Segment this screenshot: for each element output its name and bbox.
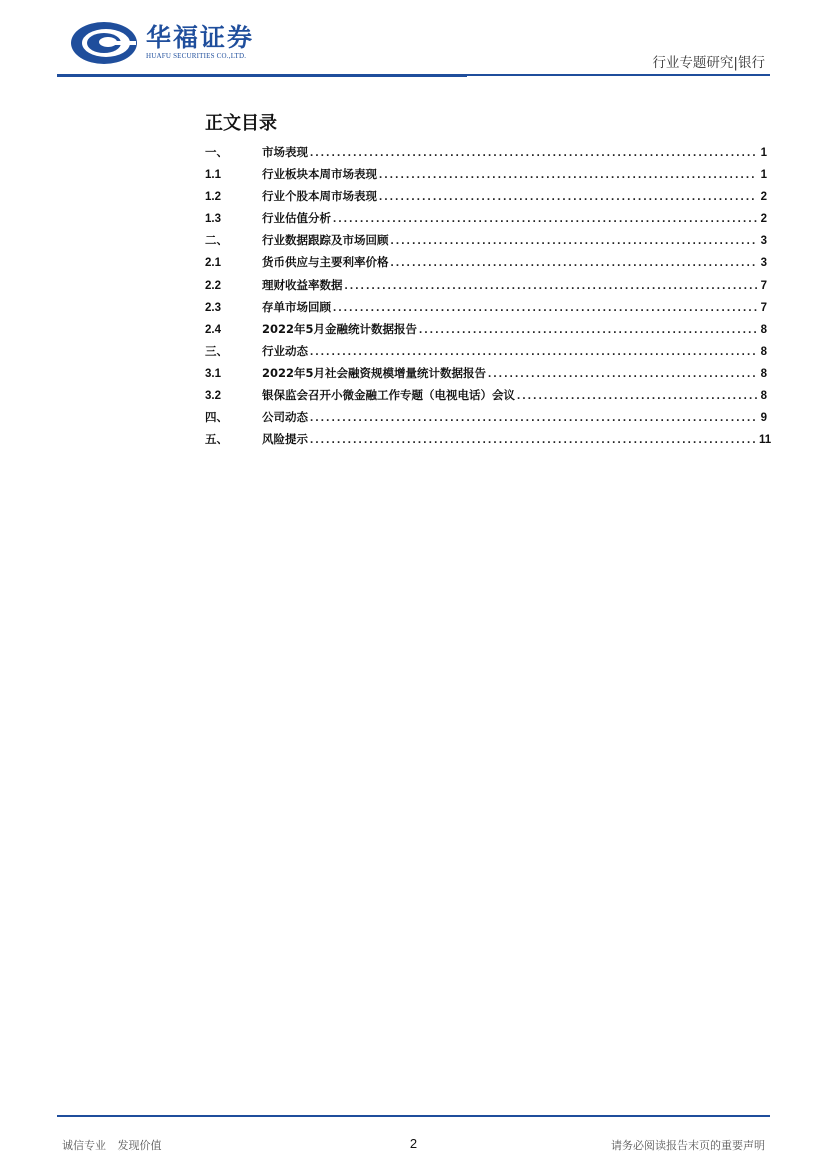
toc-entry-number: 2.2 bbox=[205, 279, 221, 292]
toc-entry[interactable] bbox=[205, 299, 767, 321]
toc-entry-number: 五、 bbox=[205, 434, 228, 447]
toc-entry-number: 三、 bbox=[205, 345, 228, 358]
toc-entry-page: 3 bbox=[760, 235, 767, 248]
toc-entry-number: 3.2 bbox=[205, 390, 221, 403]
toc-entry-label: 市场表现 bbox=[262, 145, 308, 159]
toc-entry[interactable] bbox=[205, 321, 767, 343]
toc-entry-label: 2022年5月社会融资规模增量统计数据报告 bbox=[262, 365, 487, 380]
brand-name: 华福证券 bbox=[146, 23, 255, 52]
toc-entry-label: 风险提示 bbox=[262, 432, 308, 447]
toc-entry[interactable] bbox=[205, 277, 767, 299]
toc-leader-dots bbox=[419, 324, 757, 336]
toc-leader-dots bbox=[310, 147, 757, 159]
toc-entry[interactable] bbox=[205, 387, 767, 409]
toc-entry-page: 2 bbox=[760, 191, 767, 204]
toc-entry[interactable] bbox=[205, 144, 767, 166]
toc-entry-page: 1 bbox=[760, 147, 767, 159]
toc-entry[interactable] bbox=[205, 188, 767, 210]
toc-entry-number: 1.3 bbox=[205, 213, 221, 226]
toc-entry-label: 行业数据跟踪及市场回顾 bbox=[262, 233, 389, 248]
toc-leader-dots bbox=[517, 390, 757, 402]
toc-leader-dots bbox=[310, 346, 757, 358]
toc-leader-dots bbox=[345, 280, 758, 292]
toc-entry[interactable] bbox=[205, 409, 767, 431]
logo-emblem-icon bbox=[70, 20, 138, 66]
toc-entry-label: 行业动态 bbox=[262, 343, 308, 358]
toc-entry-page: 7 bbox=[760, 301, 767, 314]
toc-entry-number: 一、 bbox=[205, 147, 228, 159]
toc-entry-page: 7 bbox=[760, 279, 767, 292]
table-of-contents bbox=[205, 144, 772, 453]
brand-english-name: HUAFU SECURITIES CO.,LTD. bbox=[146, 52, 247, 60]
toc-entry-label: 货币供应与主要利率价格 bbox=[262, 255, 389, 270]
toc-entry-page: 8 bbox=[760, 323, 767, 336]
toc-entry-label: 银保监会召开小微金融工作专题（电视电话）会议 bbox=[262, 388, 515, 403]
toc-entry-page: 3 bbox=[760, 257, 767, 270]
toc-entry-page: 8 bbox=[760, 345, 767, 358]
toc-entry[interactable] bbox=[205, 365, 767, 387]
toc-entry-page: 11 bbox=[759, 434, 772, 447]
toc-entry-label: 行业估值分析 bbox=[262, 211, 331, 226]
toc-entry-label: 2022年5月金融统计数据报告 bbox=[262, 321, 418, 336]
toc-leader-dots bbox=[333, 302, 757, 314]
toc-entry-page: 8 bbox=[760, 390, 767, 403]
toc-leader-dots bbox=[310, 434, 757, 446]
toc-entry-page: 1 bbox=[760, 169, 767, 182]
report-category: 行业专题研究|银行 bbox=[652, 55, 765, 71]
toc-entry[interactable] bbox=[205, 343, 767, 365]
toc-entry[interactable] bbox=[205, 210, 767, 232]
toc-leader-dots bbox=[391, 257, 758, 269]
header-divider-accent bbox=[57, 74, 467, 77]
toc-entry-number: 2.4 bbox=[205, 323, 221, 336]
toc-entry-number: 1.1 bbox=[205, 169, 221, 182]
toc-entry-page: 9 bbox=[760, 412, 767, 425]
toc-entry-number: 二、 bbox=[205, 235, 228, 248]
toc-leader-dots bbox=[379, 191, 757, 203]
toc-entry[interactable] bbox=[205, 166, 767, 188]
toc-entry[interactable] bbox=[205, 431, 772, 453]
toc-entry-number: 四、 bbox=[205, 412, 228, 425]
toc-leader-dots bbox=[488, 368, 757, 380]
toc-entry-number: 2.1 bbox=[205, 257, 221, 270]
toc-entry-number: 1.2 bbox=[205, 191, 221, 204]
toc-title: 正文目录 bbox=[205, 113, 277, 134]
toc-entry-label: 存单市场回顾 bbox=[262, 299, 331, 314]
toc-entry-number: 3.1 bbox=[205, 367, 221, 380]
toc-entry-label: 理财收益率数据 bbox=[262, 277, 343, 292]
company-logo bbox=[70, 18, 310, 68]
toc-leader-dots bbox=[379, 169, 757, 181]
toc-leader-dots bbox=[333, 213, 757, 225]
footer-slogan: 诚信专业 发现价值 bbox=[62, 1139, 162, 1152]
page-number: 2 bbox=[409, 1136, 418, 1151]
toc-leader-dots bbox=[391, 235, 758, 247]
toc-entry[interactable] bbox=[205, 254, 767, 276]
toc-leader-dots bbox=[310, 412, 757, 424]
footer-disclaimer: 请务必阅读报告末页的重要声明 bbox=[611, 1139, 765, 1152]
footer-divider bbox=[57, 1115, 770, 1117]
toc-entry-page: 8 bbox=[760, 367, 767, 380]
toc-entry-label: 公司动态 bbox=[262, 410, 308, 425]
toc-entry-page: 2 bbox=[760, 213, 767, 226]
toc-entry-label: 行业个股本周市场表现 bbox=[262, 189, 377, 204]
toc-entry-number: 2.3 bbox=[205, 301, 221, 314]
toc-entry[interactable] bbox=[205, 232, 767, 254]
toc-entry-label: 行业板块本周市场表现 bbox=[262, 167, 377, 182]
